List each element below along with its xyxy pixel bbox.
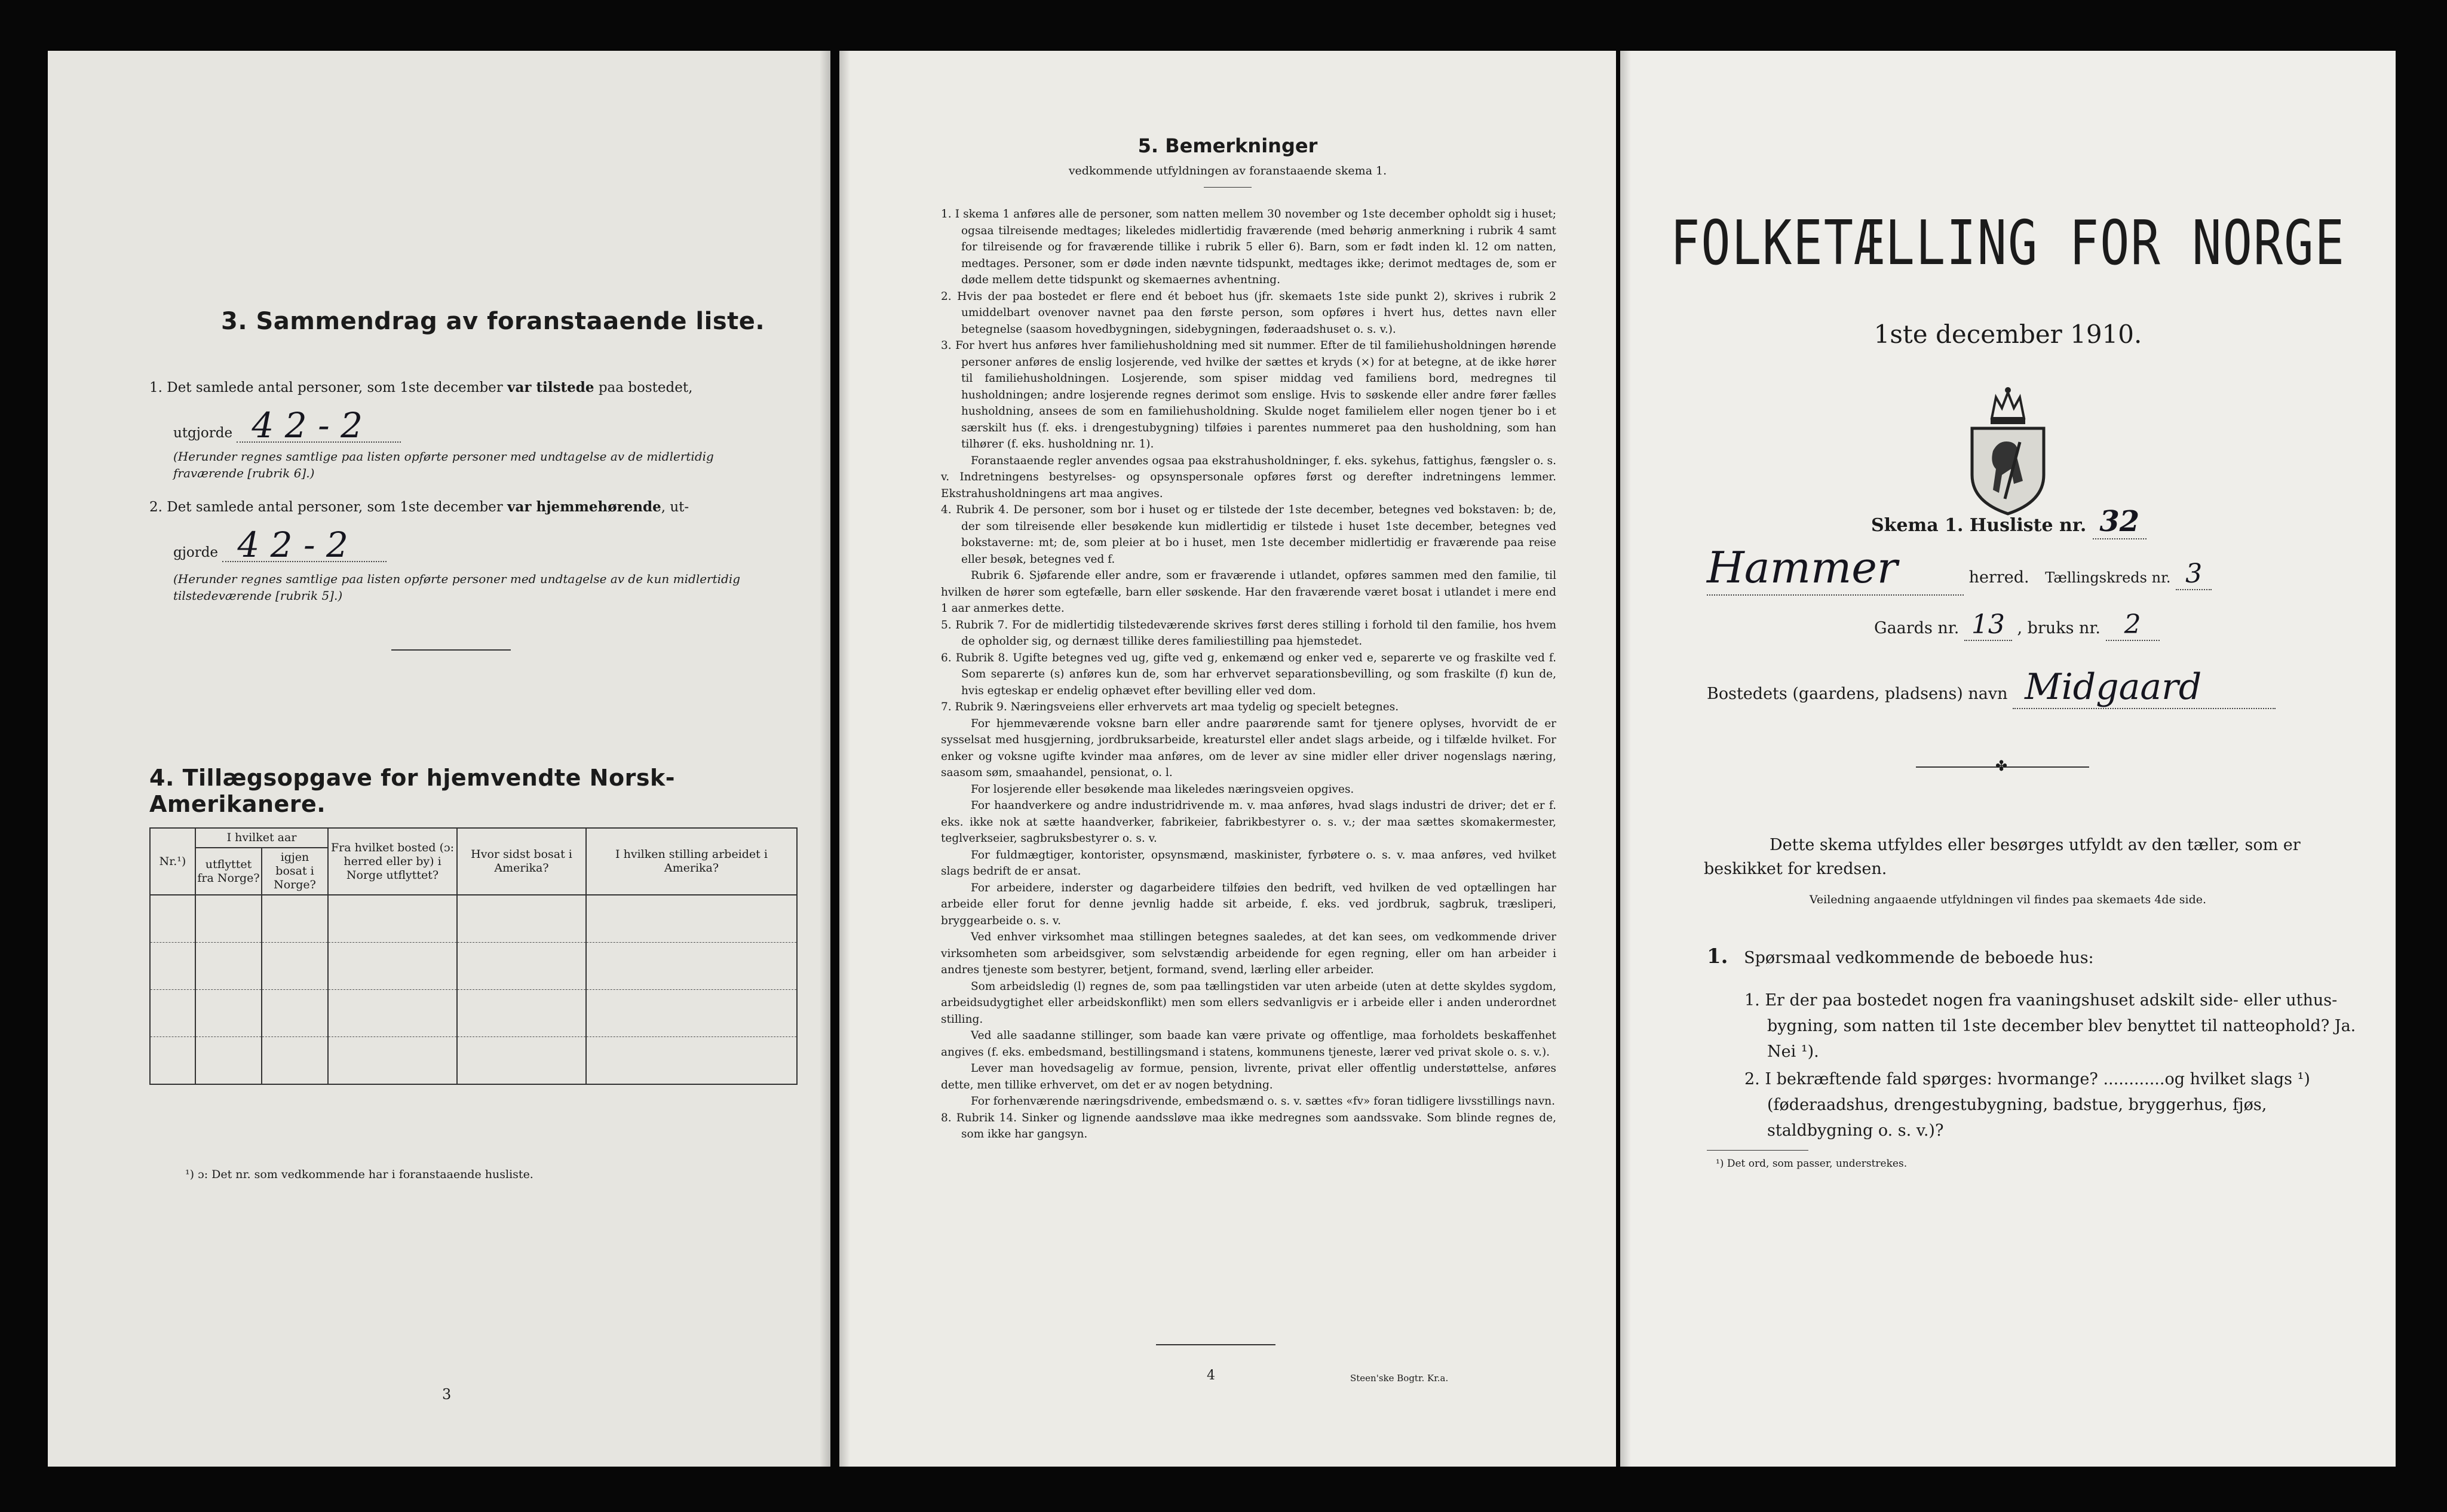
question-2: 2. I bekræftende fald spørges: hvormange? ............og hvilket slags ¹) (føderaadshus, drengestubygning, badstue, bryggerhus, fjøs, staldbygning o. s. v.)? [1744,1070,2310,1140]
norway-coat-of-arms-icon [1963,385,2053,517]
remark-item: For losjerende eller besøkende maa likeledes næringsveien opgives. [971,783,1354,796]
remark-item: For haandverkere og andre industridrivende m. v. maa anføres, hvad slags industri de driver; det er f. eks. ikke nok at sætte haandverker, fabrikeier, fabrikbestyrer o. s. v.; der maa sættes skomakermester, teglverkseier, sagbruksbestyrer o. s. v. [941,799,1556,845]
col-hvor-header: Hvor sidst bosat i Amerika? [457,828,586,895]
table-row [150,895,797,943]
divider [1156,1344,1275,1345]
item2-bold: var hjemmehørende [507,499,661,515]
col-fra-header: Fra hvilket bosted (ɔ: herred eller by) i Norge utflyttet? [328,828,457,895]
gaards-value: 13 [1964,609,2012,641]
divider [391,649,511,651]
kreds-label: Tællingskreds nr. [2045,569,2171,586]
remark-item: 8. Rubrik 14. Sinker og lignende aandssløve maa ikke medregnes som aandssvake. Som blinde regnes de, som ikke har gangsyn. [941,1111,1556,1140]
item1-note: (Herunder regnes samtlige paa listen opførte personer med undtagelse av de midlertidig fraværende [rubrik 6].) [173,449,714,480]
item1-utgjorde-label: utgjorde [173,425,233,441]
question-1: 1. Er der paa bostedet nogen fra vaaningshuset adskilt side- eller uthus-bygning, som natten til 1ste december blev benyttet til natteophold? Ja. Nei ¹). [1744,991,2356,1061]
item2-text-end: , ut- [661,499,689,515]
norsk-amerikanere-table [149,827,798,1085]
questions-heading [1707,944,2094,971]
census-date: 1ste december 1910. [1873,320,2142,349]
page3-footnote: ¹) Det ord, som passer, understrekes. [1716,1158,1908,1170]
remark-item: Rubrik 6. Sjøfarende eller andre, som er fraværende i utlandet, opføres sammen med den familie, til hvilken de hører som egtefælle, barn eller søskende. Har den fraværende været bosat i utlandet i mere end 1 aar anmerkes dette. [941,569,1556,615]
summary-item-2 [149,496,795,519]
item1-utgjorde-line [173,405,771,446]
questions-heading-text: Spørsmaal vedkommende de beboede hus: [1744,949,2094,967]
page-crease [820,51,830,1467]
remark-item: 5. Rubrik 7. For de midlertidig tilstedeværende skrives først deres stilling i forhold til den familie, hos hvem de opholder sig, og dernæst tillike deres familiestilling paa hjemstedet. [941,618,1556,648]
item2-utgjorde-line [173,525,771,565]
col-utflyttet-header: utflyttet fra Norge? [195,848,262,895]
item1-handwritten-value: 4 2 - 2 [237,409,401,443]
skema-line [1871,505,2147,539]
gaards-label: Gaards nr. [1874,619,1960,637]
table-footnote: ¹) ɔ: Det nr. som vedkommende har i foranstaaende husliste. [185,1168,533,1181]
remark-item: For fuldmægtiger, kontorister, opsynsmænd, maskinister, fyrbøtere o. s. v. maa anføres, ved hvilket slags bedrift de er ansat. [941,848,1556,878]
remark-item: Som arbeidsledig (l) regnes de, som paa tællingstiden var uten arbeide (uten at dette skyldes sygdom, arbeidsudygtighet eller arbeidskonflikt) men som ellers sedvanligvis er i arbeide eller i anden underordnet stilling. [941,980,1556,1026]
remark-item: Foranstaaende regler anvendes ogsaa paa ekstrahusholdninger, f. eks. sykehus, fattighus, fængsler o. s. v. Indretningens bestyrelses- og opsynspersonale opføres først og derefter indretningens lemmer. Ekstrahusholdningens art maa angives. [941,454,1556,500]
remark-item: For hjemmeværende voksne barn eller andre paarørende samt for tjenere oplyses, hvorvidt de er sysselsat med husgjerning, jordbruksarbeide, kreaturstel eller andet slags arbeide, og i tilfælde hvilket. For enker og voksne ugifte kvinder maa anføres, om de lever av sine midler eller driver nogenslags næring, saasom søm, smaahandel, pensionat, o. l. [941,717,1556,779]
page-number: 3 [442,1386,452,1403]
table-row [150,1037,797,1085]
bosted-label: Bostedets (gaardens, pladsens) navn [1707,685,2008,703]
remark-item: For forhenværende næringsdrivende, embedsmænd o. s. v. sættes «fv» foran tidligere livsstillings navn. [971,1095,1556,1108]
remarks-list [941,206,1556,1143]
item1-text: 1. Det samlede antal personer, som 1ste december [149,380,508,395]
divider [1204,187,1252,188]
col-igjen-header: igjen bosat i Norge? [262,848,328,895]
page-right [1620,51,2396,1467]
census-title: FOLKETÆLLING FOR NORGE [1670,208,2346,279]
item1-text-end: paa bostedet, [594,380,693,395]
item2-handwritten-value: 4 2 - 2 [222,529,387,562]
bosted-value: Midgaard [2013,666,2276,709]
remarks-subtitle: vedkommende utfyldningen av foranstaaende skema 1. [1068,164,1387,177]
gaards-line [1874,609,2160,641]
col-group-header: I hvilket aar [195,828,328,848]
ornament-icon: ✤ [1995,757,2008,774]
page-number: 4 [1207,1368,1215,1383]
summary-item-1 [149,376,795,399]
page-left [48,51,830,1467]
remark-item: For arbeidere, inderster og dagarbeidere tilføies den bedrift, ved hvilken de ved optællingen har arbeide eller forut for denne jevnlig hadde sit arbeide, f. eks. ved jordbruk, sagbruk, træsliperi, bryggearbeide o. s. v. [941,881,1556,927]
printer-credit: Steen'ske Bogtr. Kr.a. [1350,1373,1449,1384]
col-nr-header: Nr.¹) [150,828,195,895]
kreds-value: 3 [2176,559,2212,590]
col-stilling-header: I hvilken stilling arbeidet i Amerika? [586,828,797,895]
veiledning-text: Veiledning angaaende utfyldningen vil findes paa skemaets 4de side. [1809,893,2207,906]
item2-note: (Herunder regnes samtlige paa listen opførte personer med undtagelse av de kun midlertidig tilstedeværende [rubrik 5].) [173,572,741,603]
section4-title: 4. Tillægsopgave for hjemvendte Norsk-Amerikanere. [149,765,675,817]
remark-item: 1. I skema 1 anføres alle de personer, som natten mellem 30 november og 1ste december opholdt sig i huset; ogsaa tilreisende medtages; likeledes midlertidig fraværende (med behørig anmerkning i rubrik 4 samt for tilreisende og for fraværende tillike i rubrik 5 eller 6). Barn, som er født inden kl. 12 om natten, medtages. Personer, som er døde inden nævnte tidspunkt, medtages ikke; derimot medtages de, som er døde mellem dette tidspunkt og skemaernes avhentning. [941,208,1556,286]
item2-text: 2. Det samlede antal personer, som 1ste december [149,499,508,515]
table-row [150,990,797,1037]
item1-bold: var tilstede [507,379,594,395]
page-middle [839,51,1616,1467]
item2-utgjorde-label: gjorde [173,545,219,560]
herred-label: herred. [1968,568,2029,587]
remark-item: Ved alle saadanne stillinger, som baade kan være private og offentlige, maa forholdets beskaffenhet angives (f. eks. embedsmand, bestillingsmand i statens, kommunens tjeneste, lærer ved privat skole o. s. v.). [941,1029,1556,1059]
remark-item: 6. Rubrik 8. Ugifte betegnes ved ug, gifte ved g, enkemænd og enker ved e, separerte ve og fraskilte ved f. Som separerte (s) anføres kun de, som har erhvervet separationsbevilling, og som fraskilte (f) kun de, hvis egteskap er endelig ophævet efter bevilling eller ved dom. [941,651,1556,697]
section3-title: 3. Sammendrag av foranstaaende liste. [221,308,765,335]
remark-item: 2. Hvis der paa bostedet er flere end ét beboet hus (jfr. skemaets 1ste side punkt 2), skrives i rubrik 2 umiddelbart ovenover navnet paa den første person, som opføres i hvert hus, dettes navn eller betegnelse (saasom hovedbygningen, sidebygningen, føderaadshuset o. s. v.). [941,290,1556,336]
divider [1707,1150,1808,1151]
bruks-value: 2 [2106,609,2160,641]
remark-item: 4. Rubrik 4. De personer, som bor i huset og er tilstede der 1ste december, betegnes ved bokstaven: b; de, der som tilreisende eller besøkende kun midlertidig er tilstede i huset 1ste december, betegnes ved bokstaverne: mt; de, som pleier at bo i huset, men 1ste december midlertidig er fraværende paa reise eller besøk, betegnes ved f. [941,504,1556,566]
bruks-label: , bruks nr. [2017,619,2101,637]
herred-line [1707,541,2212,596]
skema-label: Skema 1. Husliste nr. [1871,515,2087,536]
page-crease [839,51,850,1467]
herred-value: Hammer [1707,541,1964,596]
remark-item: Lever man hovedsagelig av formue, pension, livrente, privat eller offentlig understøttelse, anføres dette, men tillike erhvervet, om det er av nogen betydning. [941,1062,1556,1091]
remark-item: 3. For hvert hus anføres hver familiehusholdning med sit nummer. Efter de til familiehusholdningen hørende personer anføres de enslig losjerende, ved hvilke der sættes et kryds (×) for at betegne, at de ikke hører til familiehusholdningen. Losjerende, som spiser middag ved familiens bord, medregnes til husholdningen; andre losjerende regnes derimot som enslige. Hvis to søskende eller andre fører fælles husholdning, ansees de som en familiehusholdning. Skulde noget familielem eller nogen tjener bo i et særskilt hus (f. eks. i drengestubygning) tilføies i parentes nummeret paa den husholdning, som han tilhører (f. eks. husholdning nr. 1). [941,339,1556,450]
questions-number: 1. [1707,944,1728,968]
instruction-text: Dette skema utfyldes eller besørges utfyldt av den tæller, som er beskikket for kredsen. [1704,836,2301,878]
remark-item: Ved enhver virksomhet maa stillingen betegnes saaledes, at det kan sees, om vedkommende driver virksomheten som arbeidsgiver, som selvstændig arbeidende for egen regning, eller om han arbeider i andres tjeneste som bestyrer, betjent, formand, svend, lærling eller arbeider. [941,931,1556,976]
bosted-line [1707,666,2276,709]
table-row [150,943,797,990]
husliste-nr-value: 32 [2093,505,2147,539]
remarks-title: 5. Bemerkninger [1137,134,1318,157]
remark-item: 7. Rubrik 9. Næringsveiens eller erhvervets art maa tydelig og specielt betegnes. [941,701,1399,713]
